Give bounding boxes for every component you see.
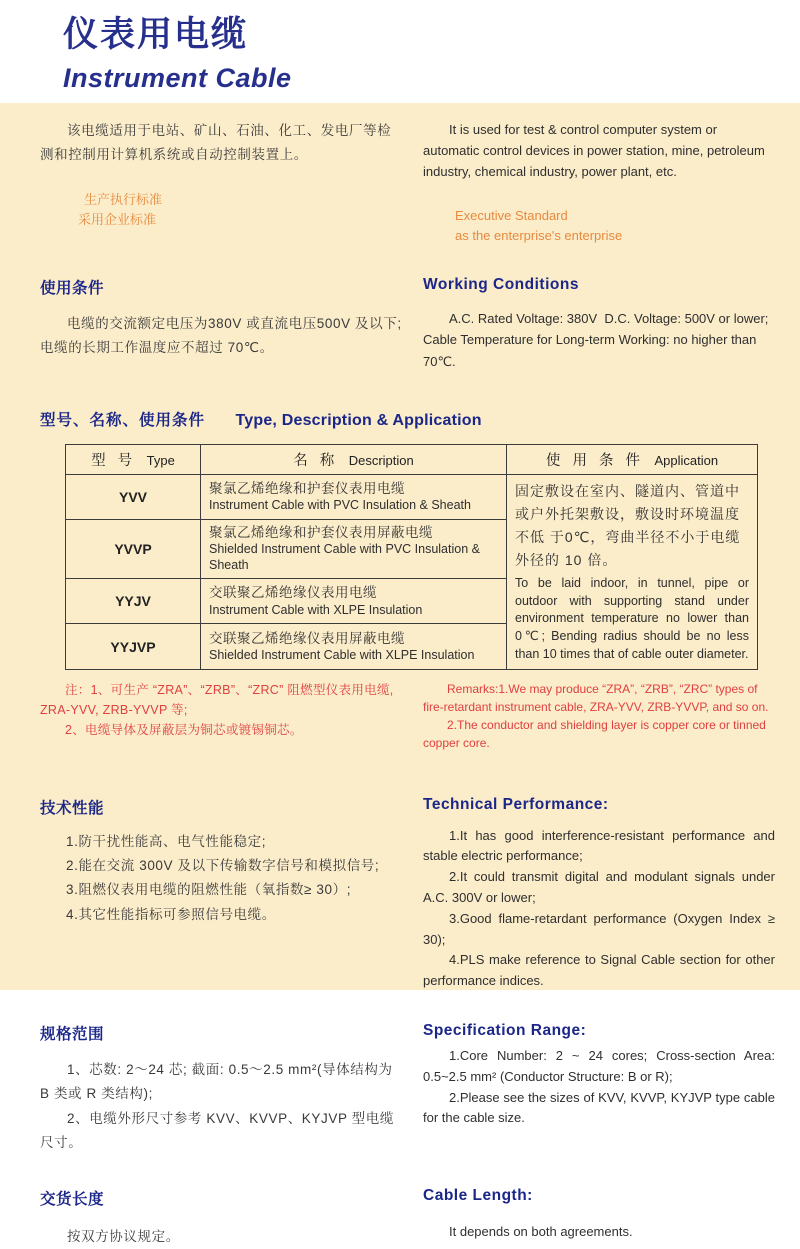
intro-paragraph-en: It is used for test & control computer system or automatic control devices in power station, mine, petroleum industry, chemical industry, power plant, etc.: [423, 122, 765, 180]
specification-heading-en: Specification Range:: [423, 1022, 587, 1040]
specification-item-en: 2.Please see the sizes of KVV, KVVP, KYJVP type cable for the cable size.: [423, 1089, 775, 1126]
col-header-type: [66, 444, 201, 474]
technical-row: [40, 796, 775, 992]
intro-row: [40, 119, 775, 246]
note-zh-1: 注：1、可生产 “ZRA”、“ZRB”、“ZRC” 阻燃型仪表用电缆, ZRA-YVV, ZRB-YVVP 等;: [40, 682, 394, 717]
technical-item-en: 3.Good flame-retardant performance (Oxygen Index ≥ 30);: [423, 910, 775, 947]
technical-item-en: 4.PLS make reference to Signal Cable section for other performance indices.: [423, 952, 775, 989]
standard-block-en: [423, 206, 775, 246]
specification-item-zh: 1、芯数: 2～24 芯; 截面: 0.5～2.5 mm²(导体结构为 B 类或 R 类结构);: [40, 1062, 393, 1102]
type-section-heading-zh: 型号、名称、使用条件: [40, 411, 206, 429]
technical-heading-en: Technical Performance:: [423, 795, 609, 813]
col-header-application-zh: 使 用 条 件: [545, 452, 645, 469]
technical-item-en: 2.It could transmit digital and modulant signals under A.C. 300V or lower;: [423, 869, 775, 906]
cable-length-body-en: It depends on both agreements.: [449, 1224, 633, 1240]
note-en-1: Remarks:1.We may produce “ZRA”, “ZRB”, “ZRC” types of fire-retardant instrument cable, ZRA-YVV, ZRB-YVVP, and so on.: [423, 681, 769, 714]
note-en-2: 2.The conductor and shielding layer is copper core or tinned copper core.: [423, 717, 766, 750]
standard-line-en-1: Executive Standard: [455, 208, 568, 224]
notes-left: [40, 680, 403, 752]
specification-item-zh: 2、电缆外形尺寸参考 KVV、KVVP、KYJVP 型电缆尺寸。: [40, 1110, 394, 1150]
type-section-heading: [40, 408, 775, 430]
type-description-zh: 聚氯乙烯绝缘和护套仪表用电缆: [209, 480, 405, 496]
cable-length-heading-zh: 交货长度: [40, 1191, 105, 1209]
type-description: [201, 579, 507, 624]
col-header-application-en: Application: [654, 452, 719, 468]
specification-row: [40, 1022, 775, 1155]
working-heading-en: Working Conditions: [423, 276, 579, 294]
technical-left: [40, 796, 403, 992]
technical-item-zh: 1.防干扰性能高、电气性能稳定;: [66, 833, 267, 849]
type-description-en: Instrument Cable with PVC Insulation & Sheath: [209, 497, 471, 512]
col-header-description-zh: 名 称: [293, 452, 339, 469]
page-title-en: Instrument Cable: [63, 62, 292, 93]
cable-length-heading-en: Cable Length:: [423, 1187, 533, 1205]
specification-left: [40, 1022, 403, 1155]
col-header-description-en: Description: [348, 452, 414, 468]
technical-list-zh: [40, 830, 403, 927]
type-code: YYJV: [66, 579, 201, 624]
cable-length-right: [423, 1187, 775, 1249]
working-heading-zh: 使用条件: [40, 280, 105, 298]
working-right: [423, 276, 775, 371]
cable-length-left: [40, 1187, 403, 1249]
application-cell: [507, 474, 758, 669]
technical-item-zh: 4.其它性能指标可参照信号电缆。: [66, 906, 276, 922]
type-code: YVV: [66, 474, 201, 519]
cable-length-row: [40, 1187, 775, 1249]
intro-left: [40, 119, 403, 246]
col-header-application: [507, 444, 758, 474]
standard-line-zh-2: 采用企业标准: [78, 212, 157, 228]
specification-item-en: 1.Core Number: 2 ~ 24 cores; Cross-section Area: 0.5~2.5 mm² (Conductor Structure: B or R);: [423, 1048, 775, 1084]
type-description-en: Instrument Cable with XLPE Insulation: [209, 602, 423, 617]
standard-block-zh: [40, 190, 403, 230]
technical-heading-zh: 技术性能: [40, 799, 105, 817]
type-description-zh: 交联聚乙烯绝缘仪表用屏蔽电缆: [209, 630, 405, 646]
table-row: [66, 474, 758, 519]
type-section-heading-en: Type, Description & Application: [235, 411, 482, 429]
technical-item-en: 1.It has good interference-resistant performance and stable electric performance;: [423, 827, 775, 864]
technical-list-en: [423, 826, 775, 992]
col-header-description: [201, 444, 507, 474]
specification-right: [423, 1022, 775, 1155]
page-header: [0, 0, 800, 103]
type-description-zh: 交联聚乙烯绝缘仪表用电缆: [209, 585, 377, 601]
type-description-zh: 聚氯乙烯绝缘和护套仪表用屏蔽电缆: [209, 525, 433, 541]
type-table-header-row: [66, 444, 758, 474]
technical-item-zh: 2.能在交流 300V 及以下传输数字信号和模拟信号;: [66, 857, 380, 873]
specification-list-en: [423, 1046, 775, 1129]
type-code: YVVP: [66, 519, 201, 578]
type-description: [201, 474, 507, 519]
working-body-en: A.C. Rated Voltage: 380V D.C. Voltage: 500V or lower; Cable Temperature for Long-term Working: no higher than 70℃.: [423, 311, 769, 369]
page-title-zh: 仪表用电缆: [63, 15, 249, 54]
type-table: [65, 444, 758, 670]
notes-right: [423, 680, 775, 752]
working-conditions-row: [40, 276, 775, 371]
application-zh: 固定敷设在室内、隧道内、管道中或户外托架敷设，敷设时环境温度不低 于0℃，弯曲半径不小于电缆外径的 10 倍。: [515, 482, 741, 568]
col-header-type-zh: 型 号: [91, 452, 137, 469]
standard-line-en-2: as the enterprise's enterprise: [455, 228, 623, 244]
notes-row: [40, 680, 775, 752]
specification-heading-zh: 规格范围: [40, 1026, 105, 1044]
application-en: To be laid indoor, in tunnel, pipe or outdoor with supporting stand under environment temperature no lower than 0℃; Bending radius should be no less than 10 times that of cable outer diameter.: [515, 575, 749, 661]
working-body-zh: 电缆的交流额定电压为380V 或直流电压500V 及以下; 电缆的长期工作温度应不超过 70℃。: [40, 316, 402, 356]
note-zh-2: 2、电缆导体及屏蔽层为铜芯或镀锡铜芯。: [65, 722, 303, 737]
type-description: [201, 519, 507, 578]
specification-list-zh: [40, 1058, 403, 1155]
type-description-en: Shielded Instrument Cable with PVC Insulation & Sheath: [209, 542, 480, 573]
intro-paragraph-zh: 该电缆适用于电站、矿山、石油、化工、发电厂等检测和控制用计算机系统或自动控制装置上。: [40, 123, 392, 162]
type-description: [201, 624, 507, 669]
cable-length-body-zh: 按双方协议规定。: [67, 1229, 180, 1245]
working-left: [40, 276, 403, 371]
type-description-en: Shielded Instrument Cable with XLPE Insulation: [209, 647, 475, 662]
content-area: [0, 103, 800, 1245]
technical-right: [423, 796, 775, 992]
standard-line-zh-1: 生产执行标准: [84, 192, 163, 208]
intro-right: [423, 119, 775, 246]
col-header-type-en: Type: [146, 452, 175, 468]
type-code: YYJVP: [66, 624, 201, 669]
technical-item-zh: 3.阻燃仪表用电缆的阻燃性能（氧指数≥ 30）;: [66, 882, 352, 898]
